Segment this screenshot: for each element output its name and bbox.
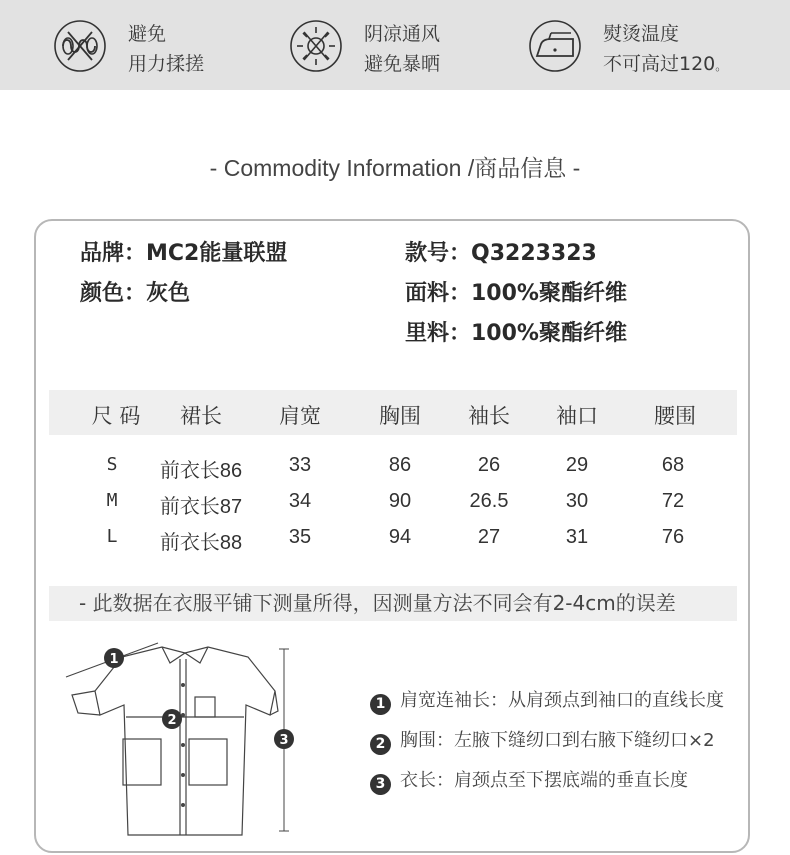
brand-label: 品牌：MC2能量联盟 [80, 241, 288, 266]
lining-label: 里料：100%聚酯纤维 [405, 321, 627, 346]
coat-outline [95, 647, 275, 835]
iron-icon [527, 18, 583, 74]
table-cell: 90 [388, 490, 412, 512]
table-cell: 前衣长86 [159, 460, 243, 482]
no-wring-icon [52, 18, 108, 74]
shade-dry-icon [288, 18, 344, 74]
column-header: 腰围 [654, 404, 696, 428]
table-cell: 30 [565, 490, 589, 512]
table-cell: 94 [388, 526, 412, 548]
legend-text: 衣长：肩颈点至下摆底端的垂直长度 [400, 770, 688, 791]
table-cell: 34 [288, 490, 312, 512]
column-header: 袖口 [556, 404, 598, 428]
column-header: 肩宽 [279, 404, 321, 428]
column-header: 裙长 [180, 404, 222, 428]
color-label: 颜色：灰色 [80, 281, 191, 306]
care-banner [0, 0, 790, 90]
table-cell: S [106, 454, 118, 475]
svg-text:1: 1 [109, 652, 119, 667]
table-cell: 29 [565, 454, 589, 476]
table-cell: 72 [661, 490, 685, 512]
column-header: 袖长 [468, 404, 510, 428]
measure-mark-1 [104, 648, 124, 668]
svg-text:2: 2 [167, 713, 177, 728]
care-text-line2: 用力揉搓 [128, 53, 205, 75]
table-cell: 33 [288, 454, 312, 476]
measure-mark-3 [274, 729, 294, 749]
table-cell: 68 [661, 454, 685, 476]
table-cell: 31 [565, 526, 589, 548]
care-text-line1: 熨烫温度 [603, 23, 680, 45]
care-text-line1: 避免 [128, 23, 167, 45]
svg-text:3: 3 [279, 733, 289, 748]
size-table-header [49, 390, 737, 435]
fabric-label: 面料：100%聚酯纤维 [405, 281, 627, 306]
table-cell: 35 [288, 526, 312, 548]
table-cell: 前衣长87 [159, 496, 243, 518]
table-cell: 27 [477, 526, 501, 548]
table-cell: 26.5 [469, 490, 509, 512]
chest-pocket [195, 697, 215, 717]
right-pocket [189, 739, 227, 785]
legend-text: 肩宽连袖长：从肩颈点到袖口的直线长度 [400, 690, 724, 711]
table-cell: 76 [661, 526, 685, 548]
legend-number: 2 [370, 734, 391, 755]
table-cell: L [106, 526, 118, 547]
left-pocket [123, 739, 161, 785]
column-header: 尺 码 [91, 404, 141, 428]
measure-mark-2 [162, 709, 182, 729]
legend-number: 1 [370, 694, 391, 715]
legend-item-length [370, 766, 688, 795]
garment-measure-diagram [60, 635, 310, 840]
table-cell: M [106, 490, 118, 511]
section-heading: - Commodity Information /商品信息 - [209, 155, 581, 181]
legend-item-chest [370, 726, 715, 755]
care-text-line2: 不可高过120 [603, 53, 716, 75]
measurement-note: - 此数据在衣服平铺下测量所得，因测量方法不同会有2-4cm的误差 [49, 586, 737, 621]
legend-text: 胸围：左腋下缝纫口到右腋下缝纫口×2 [400, 730, 715, 751]
care-text-line1: 阴凉通风 [364, 23, 441, 45]
table-cell: 26 [477, 454, 501, 476]
temperature-unit: 。 [715, 59, 728, 73]
table-cell: 前衣长88 [159, 532, 243, 554]
care-text-line2: 避免暴晒 [364, 53, 441, 75]
table-cell: 86 [388, 454, 412, 476]
column-header: 胸围 [379, 404, 421, 428]
legend-number: 3 [370, 774, 391, 795]
legend-item-shoulder-sleeve [370, 686, 724, 715]
style-number-label: 款号：Q3223323 [405, 241, 597, 266]
